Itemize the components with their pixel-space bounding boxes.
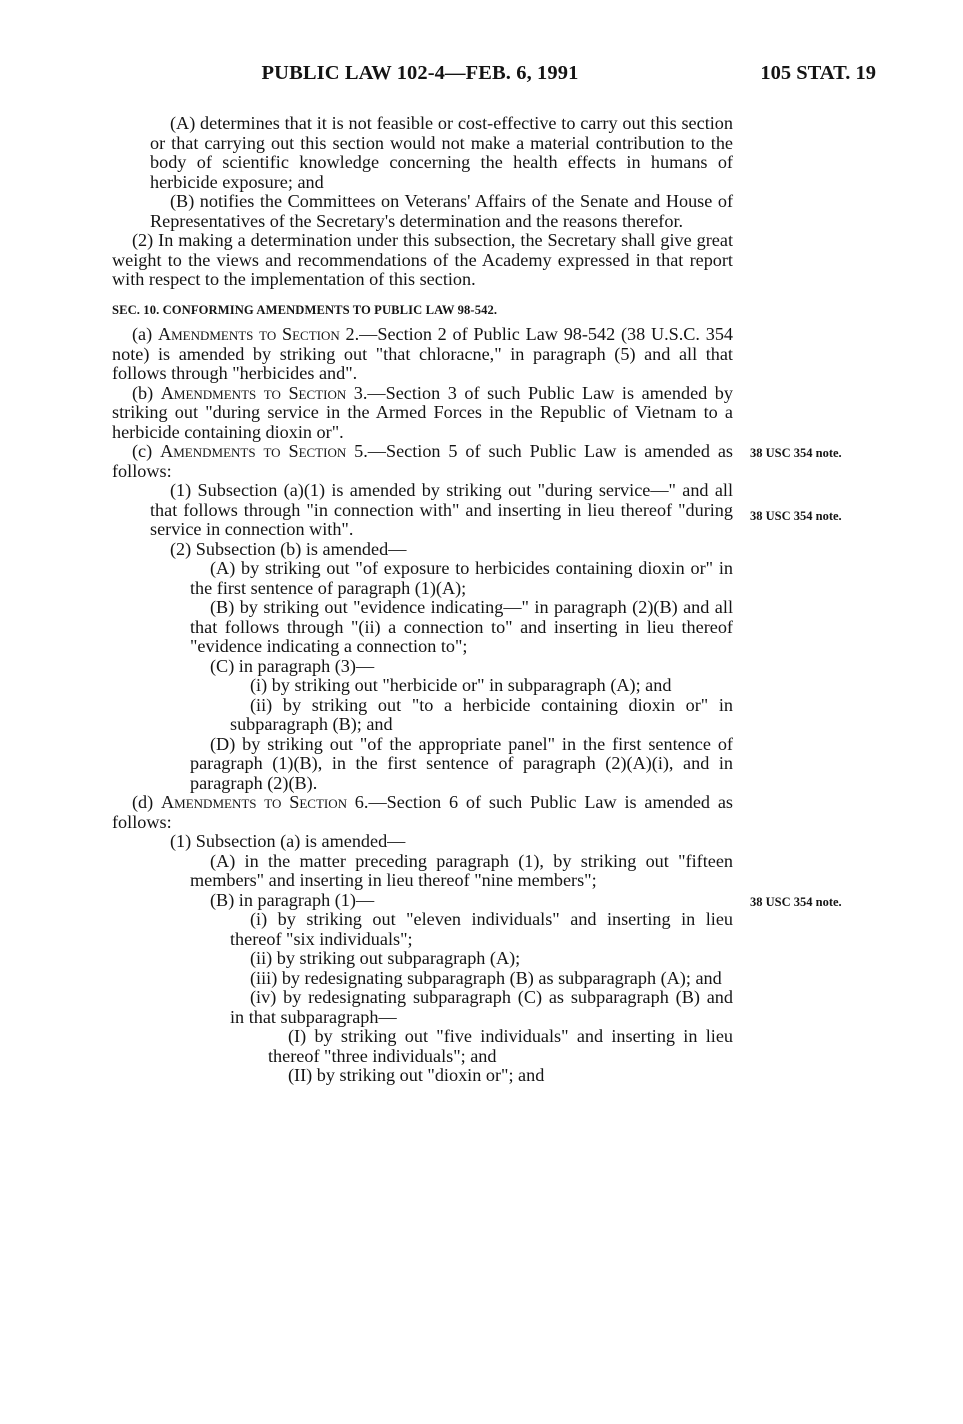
subsection-d-1-B-iv-I: (I) by striking out "five individuals" and inserting in lieu thereof "three individuals"; and [268, 1026, 733, 1066]
subsection-c-2-B: (B) by striking out "evidence indicating—" in paragraph (2)(B) and all that follows through "(ii) a connection to" and inserting in lieu thereof "evidence indicating a connection to"; [190, 597, 733, 656]
subsection-d [112, 793, 733, 832]
subsection-d-1-B-ii: (ii) by striking out subparagraph (A); [250, 948, 521, 968]
subsection-c-2-C-ii: (ii) by striking out "to a herbicide containing dioxin or" in subparagraph (B); and [230, 694, 733, 734]
document-body [112, 114, 733, 1086]
paragraph-B: (B) notifies the Committees on Veterans' Affairs of the Senate and House of Representatives of the Secretary's determination and the reasons therefor. [150, 191, 733, 231]
paragraph-A: (A) determines that it is not feasible or cost-effective to carry out this section or that carrying out this section would not make a material contribution to the body of scientific knowledge concerning the health effects in humans of herbicide exposure; and [150, 113, 733, 192]
subsection-d-1-B-iv: (iv) by redesignating subparagraph (C) as subparagraph (B) and in that subparagraph— [230, 987, 733, 1027]
subsection-a-heading: Amendments to Section 2. [157, 324, 360, 344]
subsection-d-1-B: (B) in paragraph (1)— [210, 889, 375, 910]
subsection-d-1-B-iii: (iii) by redesignating subparagraph (B) as subparagraph (A); and [250, 967, 722, 988]
subsection-d-text: —Section 6 of such Public Law is amended as follows: [112, 792, 733, 832]
subsection-b-heading: Amendments to Section 3. [160, 382, 368, 403]
subsection-c-text: —Section 5 of such Public Law is amended as follows: [112, 441, 733, 481]
margin-citation-d: 38 USC 354 note. [750, 895, 842, 909]
subsection-a-label: (a) [132, 324, 158, 344]
subsection-c-2-D: (D) by striking out "of the appropriate panel" in the first sentence of paragraph (1)(B), in the first sentence of paragraph (2)(A)(i), and in paragraph (2)(B). [190, 733, 733, 793]
subsection-c-label: (c) [132, 441, 161, 461]
subsection-b-text: —Section 3 of such Public Law is amended by striking out "during service in the Armed Forces in the Republic of Vietnam to a herbicide containing dioxin or". [112, 382, 733, 442]
subsection-d-1: (1) Subsection (a) is amended— [170, 831, 406, 851]
margin-citation-c: 38 USC 354 note. [750, 509, 842, 523]
running-header-title: PUBLIC LAW 102-4—FEB. 6, 1991 [261, 62, 579, 84]
subsection-c-2: (2) Subsection (b) is amended— [170, 538, 407, 559]
paragraph-2: (2) In making a determination under this subsection, the Secretary shall give great weight to the views and recommendations of the Academy expressed in that report with respect to the implementation of this section. [112, 230, 733, 289]
subsection-a [112, 325, 733, 384]
subsection-d-1-B-i: (i) by striking out "eleven individuals" and inserting in lieu thereof "six individuals"; [230, 909, 733, 949]
subsection-b [112, 384, 733, 443]
subsection-d-1-B-iv-II: (II) by striking out "dioxin or"; and [288, 1065, 545, 1085]
page-reference: 105 STAT. 19 [760, 62, 876, 84]
subsection-c-1: (1) Subsection (a)(1) is amended by striking out "during service—" and all that follows through "in connection with" and inserting in lieu thereof "during service in connection with". [150, 480, 733, 539]
subsection-c-2-C-i: (i) by striking out "herbicide or" in subparagraph (A); and [250, 675, 672, 695]
subsection-d-heading: Amendments to Section 6. [161, 792, 369, 812]
subsection-b-label: (b) [132, 382, 161, 403]
subsection-c-heading: Amendments to Section 5. [160, 441, 368, 461]
subsection-c-2-C: (C) in paragraph (3)— [210, 655, 375, 676]
subsection-c-2-A: (A) by striking out "of exposure to herbicides containing dioxin or" in the first sentence of paragraph (1)(A); [190, 558, 733, 598]
margin-citation-b: 38 USC 354 note. [750, 446, 842, 460]
section-10-heading: SEC. 10. CONFORMING AMENDMENTS TO PUBLIC LAW 98-542. [112, 302, 498, 317]
subsection-d-1-A: (A) in the matter preceding paragraph (1), by striking out "fifteen members" and inserting in lieu thereof "nine members"; [190, 850, 733, 890]
subsection-c [112, 442, 733, 481]
subsection-a-text: —Section 2 of Public Law 98-542 (38 U.S.C. 354 note) is amended by striking out "that chloracne," in paragraph (5) and all that follows through "herbicides and". [112, 324, 734, 383]
subsection-d-label: (d) [132, 792, 162, 812]
